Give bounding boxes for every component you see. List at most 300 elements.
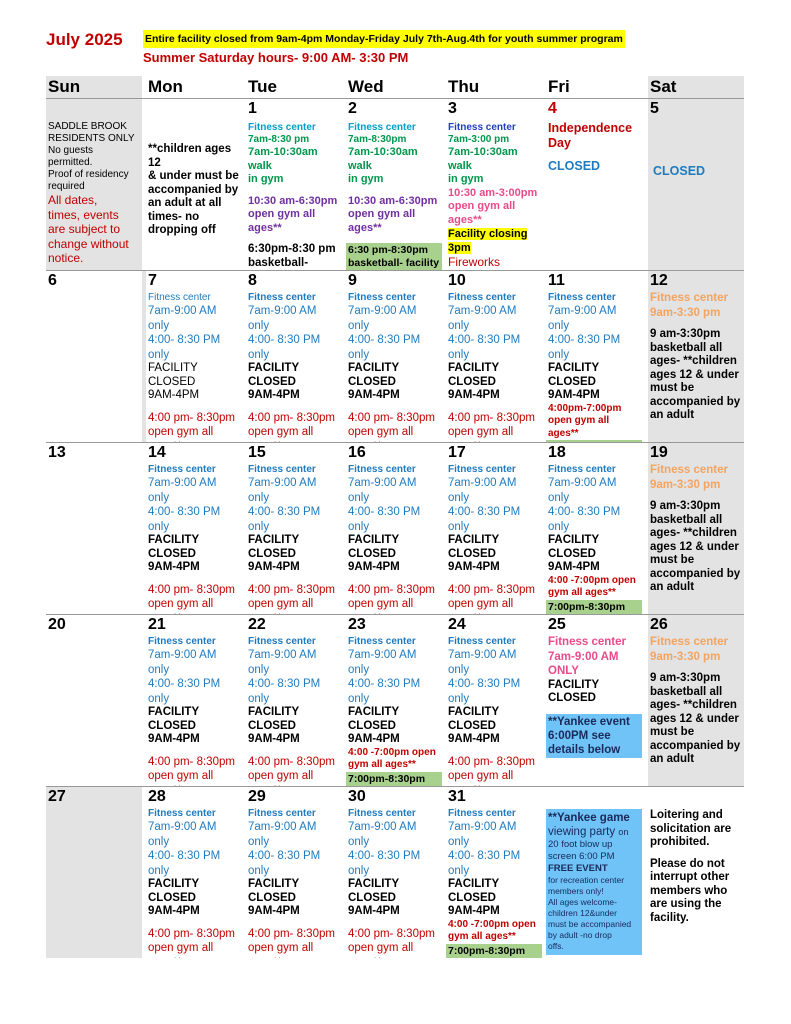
date-number: 23 xyxy=(348,616,366,633)
week-row-4 xyxy=(46,614,744,786)
day-cell-15 xyxy=(246,443,342,614)
basketball: basketball- xyxy=(248,256,309,269)
walk-in-gym: 7am-10:30am walk xyxy=(248,146,318,172)
yankee-game-detail: on xyxy=(618,827,629,837)
facility-closed: 9AM-4PM xyxy=(448,561,500,573)
open-gym: 4:00 pm- 8:30pm xyxy=(248,755,335,768)
open-gym: 10:30 am-3:00pm xyxy=(448,186,538,199)
date-number: 9 xyxy=(348,272,357,289)
date-number: 25 xyxy=(548,616,566,633)
date-number: 2 xyxy=(348,100,357,117)
open-gym: open gym all xyxy=(148,942,214,954)
date-number: 31 xyxy=(448,788,466,805)
children-note: times- no xyxy=(148,210,200,223)
fireworks: Fireworks xyxy=(448,255,501,269)
fitness-hours: 4:00- 8:30 PM only xyxy=(348,850,421,877)
saturday-basketball: basketball all xyxy=(650,341,723,354)
facility-closed: CLOSED xyxy=(148,891,196,904)
basketball: 7:00pm-8:30pm xyxy=(448,944,526,957)
fitness-center: Fitness center xyxy=(248,808,316,819)
fitness-hours: 7am-9:00 AM only xyxy=(448,477,517,504)
basketball: basketball- facility xyxy=(348,257,440,269)
day-cell-11 xyxy=(546,271,642,442)
fitness-hours: 4:00- 8:30 PM only xyxy=(448,506,521,533)
saturday-basketball: an adult xyxy=(650,409,695,421)
day-cell-12 xyxy=(648,271,744,442)
fitness-hours: 7am-9:00 AM only xyxy=(448,821,517,848)
saturday-basketball: 9 am-3:30pm xyxy=(650,500,721,512)
weekday-header xyxy=(46,76,744,98)
saturday-basketball: ages- **children xyxy=(650,355,737,367)
day-header-tue: Tue xyxy=(248,77,277,96)
open-gym: gym all ages** xyxy=(348,759,416,770)
open-gym: open gym all ages** xyxy=(348,208,416,234)
week-row-3 xyxy=(46,442,744,614)
open-gym: 4:00 -7:00pm open xyxy=(348,746,436,758)
basketball: 6:30pm-8:30 pm xyxy=(248,243,336,255)
fitness-hours: 4:00- 8:30 PM only xyxy=(448,678,521,705)
day-header-wed: Wed xyxy=(348,77,384,96)
facility-closed: CLOSED xyxy=(348,891,396,904)
date-number: 29 xyxy=(248,788,266,805)
date-number: 28 xyxy=(148,788,166,805)
date-number: 13 xyxy=(48,444,66,461)
children-note: **children ages 12 xyxy=(148,143,232,169)
open-gym: open gym all xyxy=(248,426,314,438)
date-number: 4 xyxy=(548,100,557,117)
open-gym xyxy=(348,956,440,959)
saturday-basketball: ages- **children xyxy=(650,527,737,539)
date-number: 14 xyxy=(148,444,166,461)
date-number: 20 xyxy=(48,616,66,633)
yankee-event-note: **Yankee event xyxy=(548,715,630,728)
day-cell-17 xyxy=(446,443,542,614)
yankee-game-detail: by adult -no drop xyxy=(548,930,612,940)
facility-closed: CLOSED xyxy=(148,547,196,560)
open-gym: open gym all xyxy=(348,426,414,438)
basketball: 7:00pm-8:30pm xyxy=(548,600,626,613)
fitness-hours: 7am-9:00 AM only xyxy=(148,305,217,332)
fitness-hours: 4:00- 8:30 PM only xyxy=(148,678,221,705)
open-gym: 4:00 pm- 8:30pm xyxy=(148,411,235,424)
holiday-name: Independence xyxy=(548,121,633,135)
yankee-event-box xyxy=(546,714,642,758)
saturday-basketball: ages- **children xyxy=(650,699,737,711)
yankee-game-detail: members only! xyxy=(548,886,604,896)
yankee-game-detail: 20 foot blow up xyxy=(548,839,613,850)
saturday-basketball: must be xyxy=(650,382,695,394)
residents-note: No guests xyxy=(48,145,94,156)
open-gym: 4:00 pm- 8:30pm xyxy=(348,927,435,940)
date-number: 3 xyxy=(448,100,457,117)
facility-closed: FACILITY xyxy=(148,534,200,546)
day-cell-1 xyxy=(246,99,342,270)
facility-closed: CLOSED xyxy=(148,375,196,388)
day-header-mon: Mon xyxy=(148,77,183,96)
basketball: 7:00pm-8:30pm xyxy=(348,772,426,785)
walk-in-gym: 7am-10:30am walk xyxy=(348,146,418,172)
day-cell-19 xyxy=(648,443,744,614)
yankee-game-detail: All ages welcome- xyxy=(548,897,617,907)
fitness-hours: 4:00- 8:30 PM only xyxy=(248,850,321,877)
fitness-center: Fitness center xyxy=(348,292,416,303)
date-number: 27 xyxy=(48,788,66,805)
saturday-basketball: must be xyxy=(650,726,695,738)
fitness-hours: 4:00- 8:30 PM only xyxy=(248,678,321,705)
date-number: 15 xyxy=(248,444,266,461)
date-number: 8 xyxy=(248,272,257,289)
fitness-center: Fitness center xyxy=(650,464,728,476)
facility-closed: FACILITY xyxy=(248,362,300,374)
fitness-hours: 7am-8:30pm xyxy=(348,134,407,145)
basketball-box xyxy=(446,944,542,959)
facility-closed: FACILITY xyxy=(148,706,200,718)
basketball-box xyxy=(346,243,442,270)
disclaimer: All dates, xyxy=(48,193,98,207)
facility-closed: 9AM-4PM xyxy=(348,561,400,573)
walk-in-gym: 7am-10:30am walk xyxy=(448,146,518,172)
open-gym: open gym all xyxy=(448,598,514,610)
fitness-center: Fitness center xyxy=(448,808,516,819)
closure-banner: Entire facility closed from 9am-4pm Monday-Friday July 7th-Aug.4th for youth summer program xyxy=(143,30,625,48)
open-gym: 4:00 pm- 8:30pm xyxy=(248,411,335,424)
yankee-game-box xyxy=(546,809,642,955)
fitness-center: Fitness center xyxy=(548,636,626,648)
saturday-basketball: ages 12 & under xyxy=(650,368,739,381)
saturday-basketball: ages 12 & under xyxy=(650,540,739,553)
fitness-hours: 7am-9:00 AM only xyxy=(548,477,617,504)
facility-closed: CLOSED xyxy=(248,891,296,904)
open-gym xyxy=(148,956,240,959)
open-gym: 4:00pm-7:00pm xyxy=(548,402,622,414)
week-row-1 xyxy=(46,98,744,270)
walk-in-gym: in gym xyxy=(448,173,484,185)
fitness-hours: 4:00- 8:30 PM only xyxy=(448,850,521,877)
children-note: accompanied by xyxy=(148,183,239,196)
day-cell-27 xyxy=(46,787,142,958)
facility-closed: FACILITY xyxy=(248,878,300,890)
day-cell-2 xyxy=(346,99,442,270)
fitness-center: Fitness center xyxy=(148,636,216,647)
facility-closed: 9AM-4PM xyxy=(248,389,300,401)
open-gym: open gym all ages** xyxy=(248,208,316,234)
saturday-basketball: an adult xyxy=(650,753,695,765)
day-cell-24 xyxy=(446,615,542,786)
residents-note: SADDLE BROOK xyxy=(48,121,127,132)
fitness-hours: 7am-9:00 AM only xyxy=(548,305,617,332)
rules-note: prohibited. xyxy=(650,836,710,848)
day-cell-7 xyxy=(146,271,242,442)
fitness-hours: 9am-3:30 pm xyxy=(650,650,721,663)
fitness-center: Fitness center xyxy=(448,292,516,303)
facility-closed: CLOSED xyxy=(348,719,396,732)
walk-in-gym: in gym xyxy=(248,173,284,185)
date-number: 24 xyxy=(448,616,466,633)
saturday-basketball: basketball all xyxy=(650,513,723,526)
facility-closed: FACILITY xyxy=(548,362,600,374)
rules-note: interrupt other xyxy=(650,871,730,883)
yankee-game-title: **Yankee game xyxy=(548,812,630,824)
saturday-basketball: accompanied by xyxy=(650,395,741,408)
fitness-hours: 7am-9:00 AM only xyxy=(448,649,517,676)
day-cell-30 xyxy=(346,787,442,958)
fitness-hours: 7am-9:00 AM xyxy=(548,650,619,663)
disclaimer: are subject to xyxy=(48,222,121,236)
yankee-event-note: details below xyxy=(548,743,621,756)
walk-in-gym: in gym xyxy=(348,173,384,185)
fitness-hours: ONLY xyxy=(548,665,579,677)
disclaimer: change without xyxy=(48,236,129,251)
open-gym: open gym all ages** xyxy=(548,415,610,439)
facility-closed: FACILITY xyxy=(248,706,300,718)
day-cell-10 xyxy=(446,271,542,442)
saturday-basketball: an adult xyxy=(650,581,695,593)
saturday-basketball: 9 am-3:30pm xyxy=(650,672,721,684)
yankee-game-title: viewing party xyxy=(548,826,616,838)
day-cell-31 xyxy=(446,787,542,958)
fitness-center: Fitness center xyxy=(348,636,416,647)
facility-closed: 9AM-4PM xyxy=(248,905,300,917)
date-number: 26 xyxy=(650,616,668,633)
fitness-hours: 7am-8:30 pm xyxy=(248,134,310,145)
rules-note: facility. xyxy=(650,911,689,924)
fitness-center: Fitness center xyxy=(348,464,416,475)
basketball xyxy=(448,958,540,959)
day-cell-29 xyxy=(246,787,342,958)
calendar-grid xyxy=(46,76,744,958)
yankee-game-detail: for recreation center xyxy=(548,875,625,885)
date-number: 1 xyxy=(248,100,257,117)
day-cell-18 xyxy=(546,443,642,614)
day-cell-23 xyxy=(346,615,442,786)
rules-note: Please do not xyxy=(650,857,725,870)
fitness-hours: 7am-9:00 AM only xyxy=(348,477,417,504)
open-gym: 4:00 pm- 8:30pm xyxy=(148,755,235,768)
facility-closed: 9AM-4PM xyxy=(448,733,500,745)
saturday-hours: Summer Saturday hours- 9:00 AM- 3:30 PM xyxy=(143,50,409,65)
saturday-basketball: basketball all xyxy=(650,685,723,698)
open-gym: 4:00 pm- 8:30pm xyxy=(348,583,435,596)
date-number: 5 xyxy=(650,100,659,117)
fitness-hours: 4:00- 8:30 PM only xyxy=(248,334,321,361)
fitness-hours: 7am-9:00 AM only xyxy=(148,477,217,504)
yankee-game-detail: screen 6:00 PM xyxy=(548,851,615,862)
fitness-hours: 7am-9:00 AM only xyxy=(248,649,317,676)
facility-closed: 9AM-4PM xyxy=(348,733,400,745)
facility-closed: FACILITY xyxy=(348,706,400,718)
fitness-center: Fitness center xyxy=(348,122,416,133)
day-header-sun: Sun xyxy=(46,76,142,98)
open-gym: open gym all xyxy=(148,598,214,610)
day-cell-fri-week5 xyxy=(546,787,642,958)
open-gym: open gym all ages** xyxy=(448,200,516,226)
fitness-hours: 7am-9:00 AM only xyxy=(348,305,417,332)
fitness-hours: 7am-9:00 AM only xyxy=(148,821,217,848)
date-number: 21 xyxy=(148,616,166,633)
day-header-fri: Fri xyxy=(548,77,570,96)
open-gym: 4:00 -7:00pm open xyxy=(448,918,536,930)
day-cell-20 xyxy=(46,615,142,786)
day-cell-22 xyxy=(246,615,342,786)
open-gym: 4:00 pm- 8:30pm xyxy=(448,583,535,596)
day-header-thu: Thu xyxy=(448,77,480,96)
fitness-center: Fitness center xyxy=(448,122,516,133)
fitness-center: Fitness center xyxy=(148,808,216,819)
open-gym: 4:00 pm- 8:30pm xyxy=(148,927,235,940)
fitness-hours: 7am-9:00 AM only xyxy=(248,305,317,332)
fitness-hours: 7am-9:00 AM only xyxy=(248,477,317,504)
open-gym: 4:00 pm- 8:30pm xyxy=(248,927,335,940)
day-cell-3 xyxy=(446,99,542,270)
facility-closed: CLOSED xyxy=(248,547,296,560)
facility-closed: 9AM-4PM xyxy=(148,733,200,745)
day-cell-mon xyxy=(146,99,242,270)
fitness-hours: 7am-9:00 AM only xyxy=(148,649,217,676)
week-row-5 xyxy=(46,786,744,958)
saturday-basketball: must be xyxy=(650,554,695,566)
date-number: 22 xyxy=(248,616,266,633)
yankee-game-detail: children 12&under xyxy=(548,908,617,918)
facility-closed: FACILITY xyxy=(448,878,500,890)
facility-closed: FACILITY xyxy=(448,362,500,374)
children-note: an adult at all xyxy=(148,197,222,209)
open-gym: open gym all xyxy=(148,770,214,782)
fitness-center: Fitness center xyxy=(248,464,316,475)
open-gym: 10:30 am-6:30pm xyxy=(248,194,338,207)
residents-note: required xyxy=(48,181,85,192)
facility-closed: FACILITY xyxy=(148,362,198,374)
rules-note: Loitering and xyxy=(650,809,723,821)
fitness-center: Fitness center xyxy=(448,464,516,475)
day-cell-sat-week5 xyxy=(648,787,744,958)
day-cell-25 xyxy=(546,615,642,786)
fitness-center: Fitness center xyxy=(650,636,728,648)
fitness-hours: 4:00- 8:30 PM only xyxy=(348,334,421,361)
fitness-hours: 4:00- 8:30 PM only xyxy=(348,506,421,533)
open-gym: gym all ages** xyxy=(448,931,516,942)
facility-closed: CLOSED xyxy=(448,891,496,904)
fitness-center: Fitness center xyxy=(248,292,316,303)
fitness-center: Fitness center xyxy=(548,292,616,303)
open-gym xyxy=(248,956,340,959)
facility-closed: 9AM-4PM xyxy=(448,905,500,917)
facility-closed: FACILITY xyxy=(548,534,600,546)
fitness-hours: 4:00- 8:30 PM only xyxy=(548,334,621,361)
open-gym: 10:30 am-6:30pm xyxy=(348,194,438,207)
open-gym: open gym all xyxy=(248,942,314,954)
day-cell-8 xyxy=(246,271,342,442)
fitness-center: Fitness center xyxy=(148,292,211,303)
open-gym: 4:00 pm- 8:30pm xyxy=(348,411,435,424)
day-cell-14 xyxy=(146,443,242,614)
fitness-hours: 7am-9:00 AM only xyxy=(348,821,417,848)
day-cell-21 xyxy=(146,615,242,786)
fitness-center: Fitness center xyxy=(148,464,216,475)
date-number: 18 xyxy=(548,444,566,461)
open-gym: open gym all xyxy=(448,426,514,438)
facility-closed: FACILITY xyxy=(348,878,400,890)
open-gym: open gym all xyxy=(348,942,414,954)
fitness-hours: 4:00- 8:30 PM only xyxy=(148,506,221,533)
facility-closed: CLOSED xyxy=(148,719,196,732)
fitness-hours: 7am-9:00 AM only xyxy=(348,649,417,676)
open-gym: gym all ages** xyxy=(548,587,616,598)
fitness-hours: 4:00- 8:30 PM only xyxy=(348,678,421,705)
fitness-center: Fitness center xyxy=(548,464,616,475)
facility-closed: 9AM-4PM xyxy=(548,561,600,573)
saturday-basketball: 9 am-3:30pm xyxy=(650,328,721,340)
date-number: 17 xyxy=(448,444,466,461)
open-gym: 4:00 pm- 8:30pm xyxy=(448,411,535,424)
children-note: dropping off xyxy=(148,224,216,236)
basketball-box xyxy=(546,600,642,615)
fitness-center: Fitness center xyxy=(348,808,416,819)
date-number: 10 xyxy=(448,272,466,289)
saturday-basketball: accompanied by xyxy=(650,739,741,752)
fitness-center: Fitness center xyxy=(248,122,316,133)
rules-note: members who xyxy=(650,884,728,897)
fitness-hours: 7am-3:00 pm xyxy=(448,134,510,145)
residents-note: RESIDENTS ONLY xyxy=(48,133,135,144)
fitness-hours: 4:00- 8:30 PM only xyxy=(548,506,621,533)
facility-closed: CLOSED xyxy=(448,547,496,560)
facility-closed: CLOSED xyxy=(248,375,296,388)
open-gym: open gym all xyxy=(248,598,314,610)
open-gym: open gym all xyxy=(148,426,214,438)
fitness-hours: 9am-3:30 pm xyxy=(650,478,721,491)
saturday-basketball: ages 12 & under xyxy=(650,712,739,725)
facility-closed: 9AM-4PM xyxy=(248,733,300,745)
day-cell-9 xyxy=(346,271,442,442)
facility-closed: 9AM-4PM xyxy=(248,561,300,573)
facility-closed: 9AM-4PM xyxy=(148,905,200,917)
facility-closed: FACILITY xyxy=(448,706,500,718)
fitness-hours: 7am-9:00 AM only xyxy=(448,305,517,332)
facility-closed: FACILITY xyxy=(348,534,400,546)
open-gym: open gym all xyxy=(448,770,514,782)
day-cell-6 xyxy=(46,271,142,442)
basketball-box xyxy=(346,772,442,787)
fitness-hours: 9am-3:30 pm xyxy=(650,306,721,319)
facility-closed: CLOSED xyxy=(348,375,396,388)
yankee-game-detail: must be accompanied xyxy=(548,919,632,929)
residents-note: permitted. xyxy=(48,157,93,168)
closed-label: CLOSED xyxy=(653,164,706,178)
facility-closed: 9AM-4PM xyxy=(548,389,600,401)
saturday-basketball: accompanied by xyxy=(650,567,741,580)
free-event: FREE EVENT xyxy=(548,863,608,874)
date-number: 7 xyxy=(148,272,157,289)
open-gym: 4:00 pm- 8:30pm xyxy=(448,755,535,768)
fitness-hours: 7am-9:00 AM only xyxy=(248,821,317,848)
closed-label: CLOSED xyxy=(548,159,601,173)
facility-closed: FACILITY xyxy=(148,878,200,890)
fitness-center: Fitness center xyxy=(448,636,516,647)
day-cell-5 xyxy=(648,99,744,270)
facility-closed: FACILITY xyxy=(248,534,300,546)
fitness-hours: 4:00- 8:30 PM only xyxy=(248,506,321,533)
day-cell-4 xyxy=(546,99,642,270)
holiday-name: Day xyxy=(548,136,571,150)
fitness-hours: 4:00- 8:30 PM only xyxy=(148,334,221,361)
facility-closed: CLOSED xyxy=(248,719,296,732)
residents-note: Proof of residency xyxy=(48,169,129,180)
open-gym: 4:00 pm- 8:30pm xyxy=(248,583,335,596)
rules-note: are using the xyxy=(650,898,722,910)
day-cell-13 xyxy=(46,443,142,614)
open-gym: open gym all xyxy=(348,598,414,610)
facility-closed: FACILITY xyxy=(348,362,400,374)
